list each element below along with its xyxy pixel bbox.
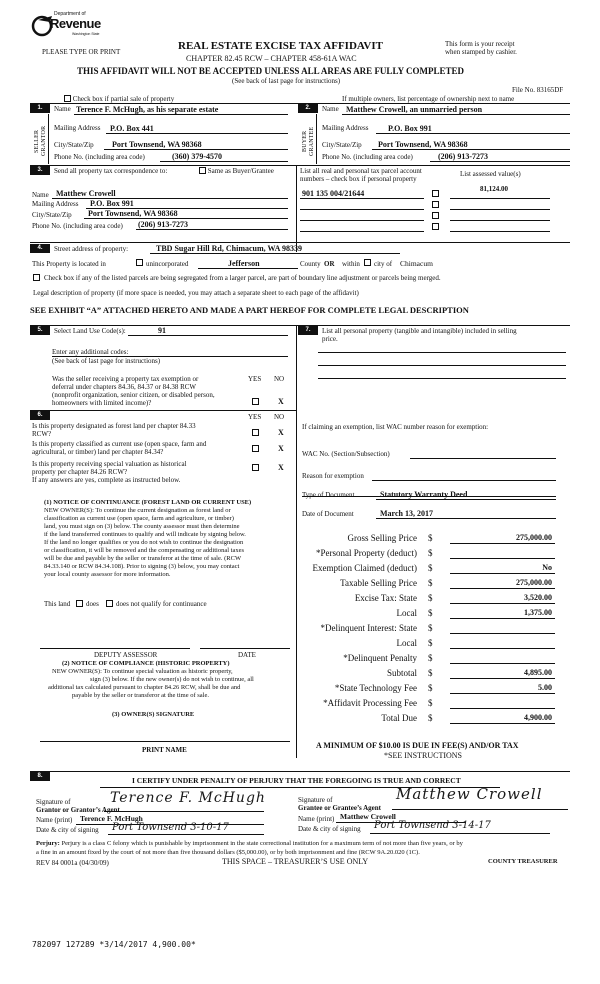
corr-mailing-label: Mailing Address	[32, 200, 79, 208]
personal-property-label-line1: List all personal property (tangible and intangible) included in selling	[322, 327, 517, 335]
fee-dollar-6: $	[428, 608, 433, 618]
rev-number: REV 84 0001a (04/30/09)	[36, 859, 109, 867]
reason-label: Reason for exemption	[302, 472, 364, 480]
seller-name[interactable]: Terence F. McHugh, as his separate estate	[76, 105, 219, 114]
street-address-label: Street address of property:	[54, 245, 129, 253]
notice-continuance-line-7: will be due and payable by the seller or transferor at the time of sale. (RCW	[44, 555, 242, 562]
fee-value-4[interactable]: 275,000.00	[516, 578, 552, 587]
unincorporated-checkbox[interactable]	[136, 259, 143, 266]
seller-mailing-label: Mailing Address	[54, 124, 101, 132]
fee-label-4: Taxable Selling Price	[340, 578, 417, 588]
grantor-date-city-label: Date & city of signing	[36, 826, 99, 834]
grantor-name-print-label: Name (print)	[36, 816, 73, 824]
unincorporated-label: unincorporated	[146, 260, 189, 268]
fee-dollar-13: $	[428, 713, 433, 723]
partial-sale-label: Check box if partial sale of property	[72, 95, 175, 103]
fee-value-10[interactable]: 4,895.00	[524, 668, 552, 677]
does-not-label: does not qualify for continuance	[116, 600, 207, 608]
buyer-city-label: City/State/Zip	[322, 141, 362, 149]
doc-type[interactable]: Statutory Warranty Deed	[380, 490, 468, 499]
section-5-tag: 5.	[30, 326, 50, 335]
grantee-date-city[interactable]: Port Townsend 3-14-17	[374, 820, 491, 831]
parcel-personal-checkbox-4[interactable]	[432, 223, 439, 230]
corr-phone[interactable]: (206) 913-7273	[138, 220, 188, 229]
perjury-text-1: Perjury is a class C felony which is punishable by imprisonment in the state correctional institution for a maximum term of not more than five years, or by	[61, 840, 463, 847]
located-label: This Property is located in	[32, 260, 106, 268]
same-as-buyer-checkbox[interactable]	[199, 167, 206, 174]
deputy-assessor-label: DEPUTY ASSESSOR	[94, 651, 158, 659]
buyer-vertical-label: BUYER GRANTEE	[302, 126, 315, 156]
within-label: within	[342, 260, 360, 268]
buyer-phone[interactable]: (206) 913-7273	[438, 152, 488, 161]
exhibit-a-note: SEE EXHIBIT “A” ATTACHED HERETO AND MADE A PART HEREOF FOR COMPLETE LEGAL DESCRIPTION	[30, 305, 469, 315]
notice-compliance-line-3: additional tax calculated pursuant to chapter 84.26 RCW, shall be due and	[48, 684, 241, 691]
fee-dollar-8: $	[428, 638, 433, 648]
form-subtitle: CHAPTER 82.45 RCW – CHAPTER 458-61A WAC	[186, 54, 357, 63]
does-label: does	[86, 600, 99, 608]
fee-label-7: *Delinquent Interest: State	[320, 623, 417, 633]
grantee-date-city-label: Date & city of signing	[298, 825, 361, 833]
notice-compliance-title: (2) NOTICE OF COMPLIANCE (HISTORIC PROPERTY)	[62, 660, 230, 667]
fee-dollar-12: $	[428, 698, 433, 708]
parcel-header1: List all real and personal tax parcel account	[300, 167, 422, 175]
parcel-personal-checkbox-2[interactable]	[432, 201, 439, 208]
fee-value-6[interactable]: 1,375.00	[524, 608, 552, 617]
exemption-wac-label: If claiming an exemption, list WAC number reason for exemption:	[302, 423, 489, 431]
does-not-qualify-checkbox[interactable]	[106, 600, 113, 607]
fee-label-6: Local	[396, 608, 417, 618]
please-type: PLEASE TYPE OR PRINT	[42, 48, 121, 56]
fee-value-1[interactable]: 275,000.00	[516, 533, 552, 542]
see-back-instructions: (See back of last page for instructions)	[232, 77, 341, 85]
treasurer-space-label: THIS SPACE – TREASURER’S USE ONLY	[222, 857, 369, 866]
partial-sale-checkbox[interactable]	[64, 95, 71, 102]
notice-compliance-line-4: payable by the seller or transferor at the time of sale.	[72, 692, 209, 699]
print-name-label: PRINT NAME	[142, 746, 187, 754]
city-of-label: city of	[374, 260, 393, 268]
fee-value-11[interactable]: 5.00	[538, 683, 552, 692]
s6-no-header: NO	[274, 413, 285, 421]
historic-no-mark[interactable]: X	[278, 463, 284, 472]
parcel-number[interactable]: 901 135 004/21644	[302, 189, 365, 198]
partial-sale-row	[64, 95, 174, 103]
corr-city-label: City/State/Zip	[32, 211, 72, 219]
logo-text: Revenue	[50, 16, 101, 31]
street-address[interactable]: TBD Sugar Hill Rd, Chimacum, WA 98339	[156, 244, 302, 253]
notice-continuance-line-4: if the land transferred continues to qualify and will indicate by signing below.	[44, 531, 246, 538]
grantor-name-print[interactable]: Terence F. McHugh	[80, 814, 143, 823]
current-use-yes-checkbox[interactable]	[252, 445, 259, 452]
parcel-header2: numbers – check box if personal property	[300, 175, 417, 183]
fee-dollar-4: $	[428, 578, 433, 588]
fee-label-1: Gross Selling Price	[347, 533, 417, 543]
notice-compliance-line-2: sign (3) below. If the new owner(s) do not wish to continue, all	[90, 676, 254, 683]
revenue-logo	[30, 12, 100, 38]
county-label: County	[300, 260, 321, 268]
notice-compliance-line-1: NEW OWNER(S): To continue special valuation as historic property,	[52, 668, 233, 675]
historic-yes-checkbox[interactable]	[252, 464, 259, 471]
send-correspondence-label: Send all property tax correspondence to:	[54, 167, 168, 175]
grantee-agent-label: Grantee or Grantee’s Agent	[298, 804, 382, 812]
grantor-agent-label: Grantor or Grantor’s Agent	[36, 806, 120, 814]
notice-continuance-line-8: 84.33.140 or RCW 84.34.108). Prior to signing (3) below, you may contact	[44, 563, 240, 570]
exemption-question-line2: deferral under chapters 84.36, 84.37 or 84.38 RCW	[52, 383, 197, 391]
minimum-fee-note: A MINIMUM OF $10.00 IS DUE IN FEE(S) AND/OR TAX	[316, 741, 519, 750]
does-qualify-checkbox[interactable]	[76, 600, 83, 607]
fee-value-5[interactable]: 3,520.00	[524, 593, 552, 602]
buyer-name-label: Name	[322, 105, 339, 113]
county-treasurer-label: COUNTY TREASURER	[488, 858, 558, 865]
land-use-label: Select Land Use Code(s):	[54, 327, 126, 335]
fee-dollar-10: $	[428, 668, 433, 678]
notice-continuance-line-2: classification as current use (open space, farm and agriculture, or timber)	[44, 515, 234, 522]
multiple-owners-note: If multiple owners, list percentage of ownership next to name	[342, 95, 515, 103]
corr-city[interactable]: Port Townsend, WA 98368	[88, 209, 178, 218]
fee-label-10: Subtotal	[386, 668, 417, 678]
corr-name-label: Name	[32, 191, 49, 199]
historic-question-line2: property per chapter 84.26 RCW?	[32, 468, 128, 476]
seller-city-label: City/State/Zip	[54, 141, 94, 149]
segregated-label: Check box if any of the listed parcels are being segregated from a larger parcel, are part of boundary line adjustment or parcels being merged.	[44, 274, 441, 282]
seller-mailing[interactable]: P.O. Box 441	[110, 124, 154, 133]
fee-dollar-3: $	[428, 563, 433, 573]
fee-dollar-11: $	[428, 683, 433, 693]
exemption-question-line3: (nonprofit organization, senior citizen, or disabled person,	[52, 391, 215, 399]
section-7-tag: 7.	[298, 326, 318, 335]
fee-label-12: *Affidavit Processing Fee	[323, 698, 417, 708]
buyer-phone-label: Phone No. (including area code)	[322, 153, 413, 161]
fee-label-11: *State Technology Fee	[334, 683, 417, 693]
notice-continuance-line-6: or classification, it will be removed and the compensating or additional taxes	[44, 547, 244, 554]
fee-dollar-7: $	[428, 623, 433, 633]
grantee-name-print[interactable]: Matthew Crowell	[340, 812, 396, 821]
fee-label-9: *Delinquent Penalty	[343, 653, 417, 663]
perjury-line2: a fine in an amount fixed by the court of not more than five thousand dollars ($5,000.00), or by both imprisonment and fine (RCW 9A.20.020 (1C).	[36, 849, 420, 856]
fee-label-8: Local	[396, 638, 417, 648]
answers-yes-note: If any answers are yes, complete as instructed below.	[32, 476, 181, 484]
buyer-mailing-label: Mailing Address	[322, 124, 369, 132]
corr-phone-label: Phone No. (including area code)	[32, 222, 123, 230]
corr-name[interactable]: Matthew Crowell	[56, 189, 116, 198]
same-as-buyer-label: Same as Buyer/Grantee	[207, 167, 274, 175]
buyer-mailing[interactable]: P.O. Box 991	[388, 124, 432, 133]
fee-value-13[interactable]: 4,900.00	[524, 713, 552, 722]
fee-dollar-9: $	[428, 653, 433, 663]
grantee-signature-label: Signature of	[298, 796, 333, 804]
doc-type-label: Type of Document	[302, 491, 355, 499]
same-as-buyer-row	[199, 167, 274, 175]
perjury-label: Perjury:	[36, 840, 60, 847]
see-instructions-note: *SEE INSTRUCTIONS	[384, 751, 463, 760]
notice-continuance-line-9: your local county assessor for more information.	[44, 571, 171, 578]
notice-continuance-line-1: NEW OWNER(S): To continue the current designation as forest land or	[44, 507, 231, 514]
fee-label-2: *Personal Property (deduct)	[316, 548, 417, 558]
perjury-line1	[36, 840, 463, 847]
city-checkbox[interactable]	[364, 259, 371, 266]
fee-label-13: Total Due	[381, 713, 417, 723]
notice-continuance-line-5: If the land no longer qualifies or you do not wish to continue the designation	[44, 539, 244, 546]
this-land-label: This land	[44, 600, 71, 608]
land-use-code[interactable]: 91	[158, 326, 166, 335]
assessed-header: List assessed value(s)	[460, 170, 521, 178]
fee-dollar-5: $	[428, 593, 433, 603]
doc-date-label: Date of Document	[302, 510, 354, 518]
seller-city[interactable]: Port Townsend, WA 98368	[112, 140, 202, 149]
segregated-checkbox[interactable]	[33, 274, 40, 281]
additional-codes-note: (See back of last page for instructions)	[52, 357, 161, 365]
or-label: OR	[324, 260, 335, 268]
deputy-date-label: DATE	[238, 651, 256, 659]
exemption-question-line1: Was the seller receiving a property tax exemption or	[52, 375, 199, 383]
county-name[interactable]: Jefferson	[228, 259, 260, 268]
file-number: File No. 83165DF	[512, 86, 564, 94]
seller-phone-label: Phone No. (including area code)	[54, 153, 145, 161]
personal-property-label-line2: price.	[322, 335, 338, 343]
section-3-tag: 3.	[30, 166, 50, 175]
fee-dollar-1: $	[428, 533, 433, 543]
dept-line3: Washington State	[72, 32, 100, 36]
forest-no-mark[interactable]: X	[278, 428, 284, 437]
grantee-signature[interactable]: Matthew Crowell	[396, 785, 543, 803]
s5-no-header: NO	[274, 375, 285, 383]
grantee-name-print-label: Name (print)	[298, 815, 335, 823]
section-2-tag: 2.	[298, 104, 318, 113]
parcel-personal-checkbox-3[interactable]	[432, 212, 439, 219]
grantor-date-city[interactable]: Port Townsend 3-10-17	[112, 822, 229, 833]
section-8-tag: 8.	[30, 772, 50, 781]
doc-date[interactable]: March 13, 2017	[380, 509, 433, 518]
forest-yes-checkbox[interactable]	[252, 429, 259, 436]
section-4-tag: 4.	[30, 244, 50, 253]
fee-dollar-2: $	[428, 548, 433, 558]
exemption-question-line4: homeowners with limited income)?	[52, 399, 152, 407]
city-name[interactable]: Chimacum	[400, 259, 433, 268]
current-use-no-mark[interactable]: X	[278, 444, 284, 453]
section-6-tag: 6.	[30, 411, 50, 420]
buyer-name[interactable]: Matthew Crowell, an unmarried person	[346, 105, 483, 114]
form-title: REAL ESTATE EXCISE TAX AFFIDAVIT	[178, 40, 383, 52]
fee-label-3: Exemption Claimed (deduct)	[312, 563, 417, 573]
receipt-line1: This form is your receipt	[445, 40, 515, 48]
forest-question-line2: RCW?	[32, 430, 52, 438]
s5-yes-header: YES	[248, 375, 262, 383]
current-use-question-line2: agricultural, or timber) land per chapter 84.34?	[32, 448, 164, 456]
legal-desc-label: Legal description of property (if more space is needed, you may attach a separate sheet to each page of the affidavit)	[33, 289, 359, 297]
seller-phone[interactable]: (360) 379-4570	[172, 152, 222, 161]
current-use-question-line1: Is this property classified as current use (open space, farm and	[32, 440, 207, 448]
certify-statement: I CERTIFY UNDER PENALTY OF PERJURY THAT THE FOREGOING IS TRUE AND CORRECT	[132, 776, 461, 785]
owner-signature-label: (3) OWNER(S) SIGNATURE	[112, 711, 195, 718]
dept-line1: Department of	[54, 11, 86, 17]
fee-value-3[interactable]: No	[542, 563, 552, 572]
s5-exemption-yes-checkbox[interactable]	[252, 398, 259, 405]
seller-vertical-label: SELLER GRANTOR	[34, 125, 47, 157]
fee-label-5: Excise Tax: State	[354, 593, 417, 603]
additional-codes-label: Enter any additional codes:	[52, 348, 129, 356]
corr-mailing[interactable]: P.O. Box 991	[90, 199, 134, 208]
s6-yes-header: YES	[248, 413, 262, 421]
parcel-personal-checkbox-1[interactable]	[432, 190, 439, 197]
notice-continuance-title: (1) NOTICE OF CONTINUANCE (FOREST LAND OR CURRENT USE)	[44, 499, 252, 506]
receipt-line2: when stamped by cashier.	[445, 48, 517, 56]
historic-question-line1: Is this property receiving special valuation as historical	[32, 460, 187, 468]
grantor-signature[interactable]: Terence F. McHugh	[110, 790, 266, 806]
forest-question-line1: Is this property designated as forest land per chapter 84.33	[32, 422, 196, 430]
wac-number-label: WAC No. (Section/Subsection)	[302, 450, 390, 458]
form-warning: THIS AFFIDAVIT WILL NOT BE ACCEPTED UNLESS ALL AREAS ARE FULLY COMPLETED	[77, 66, 465, 76]
s5-exemption-no-mark[interactable]: X	[278, 397, 284, 406]
buyer-city[interactable]: Port Townsend, WA 98368	[378, 140, 468, 149]
assessed-value[interactable]: 81,124.00	[480, 185, 508, 193]
cashier-stamp: 782097 127289 *3/14/2017 4,900.00*	[32, 940, 196, 949]
grantor-signature-label: Signature of	[36, 798, 71, 806]
notice-continuance-line-3: land, you must sign on (3) below. The county assessor must then determine	[44, 523, 240, 530]
section-1-tag: 1.	[30, 104, 50, 113]
seller-name-label: Name	[54, 105, 71, 113]
